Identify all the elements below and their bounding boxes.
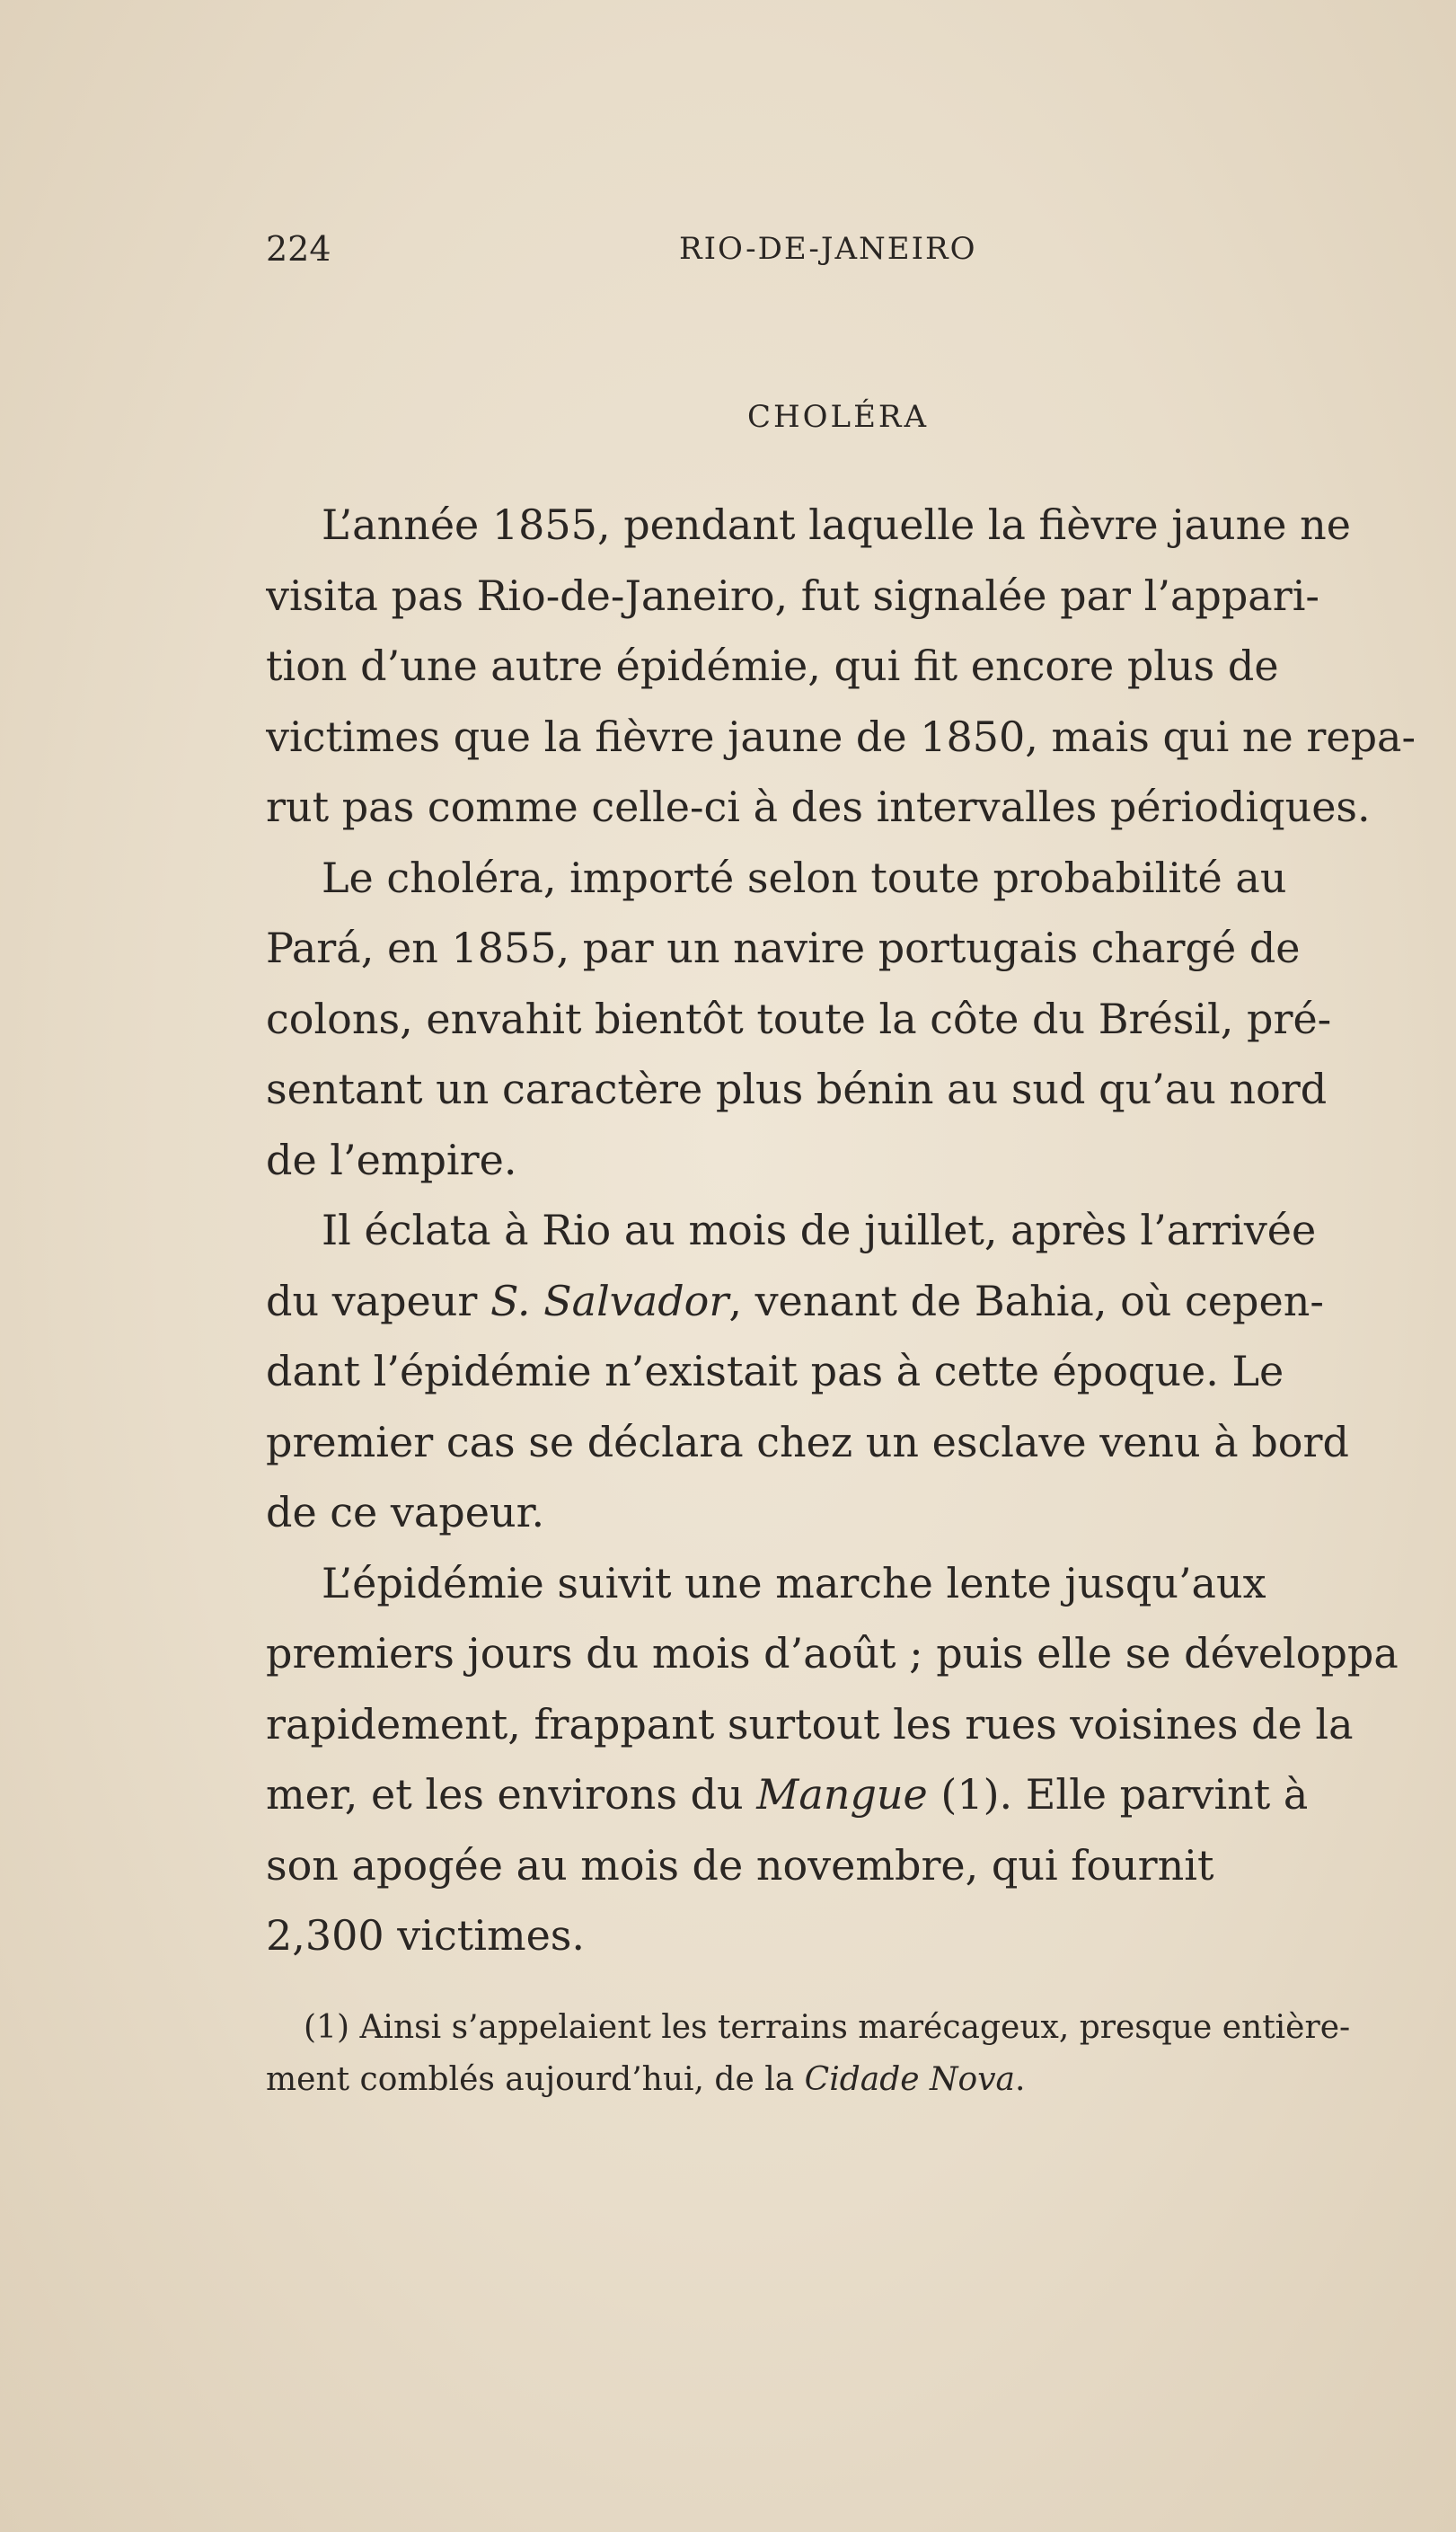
- text-run: du vapeur: [266, 1276, 491, 1325]
- text-line: Le choléra, importé selon toute probabilité au: [322, 853, 1287, 902]
- text-line: son apogée au mois de novembre, qui fournit: [266, 1840, 1214, 1890]
- text-line: premiers jours du mois d’août ; puis elle se développa: [266, 1629, 1399, 1678]
- text-line: L’année 1855, pendant laquelle la fièvre jaune ne: [322, 500, 1351, 549]
- text-line: tion d’une autre épidémie, qui fit encore plus de: [266, 642, 1279, 690]
- footnote-line: (1) Ainsi s’appelaient les terrains marécageux, presque entière-: [304, 2009, 1351, 2046]
- text-line: de l’empire.: [266, 1135, 517, 1184]
- text-run: .: [1015, 2061, 1026, 2098]
- text-run: ment comblés aujourd’hui, de la: [266, 2061, 805, 2098]
- text-line: Il éclata à Rio au mois de juillet, après l’arrivée: [322, 1206, 1317, 1254]
- page-number: 224: [266, 229, 331, 269]
- text-line: rut pas comme celle-ci à des intervalles périodiques.: [266, 783, 1371, 831]
- body-text: [266, 490, 1416, 1971]
- text-run: (1). Elle parvint à: [927, 1770, 1309, 1819]
- text-line: visita pas Rio-de-Janeiro, fut signalée par l’appari-: [266, 571, 1319, 620]
- text-run: , venant de Bahia, où cepen-: [728, 1276, 1324, 1325]
- text-line: victimes que la fièvre jaune de 1850, mais qui ne repa-: [266, 712, 1416, 761]
- footnote: [266, 2002, 1416, 2106]
- text-line: sentant un caractère plus bénin au sud qu’au nord: [266, 1065, 1328, 1113]
- text-line: rapidement, frappant surtout les rues voisines de la: [266, 1699, 1354, 1748]
- section-title: CHOLÉRA: [747, 399, 930, 435]
- text-run: mer, et les environs du: [266, 1770, 757, 1819]
- text-line: [266, 1759, 1416, 1830]
- text-line: colons, envahit bientôt toute la côte du Brésil, pré-: [266, 994, 1332, 1043]
- footnote-line: [266, 2054, 1416, 2106]
- place-name: Mangue: [756, 1770, 928, 1819]
- text-line: premier cas se déclara chez un esclave venu à bord: [266, 1417, 1349, 1466]
- running-head: RIO-DE-JANEIRO: [679, 231, 977, 267]
- text-line: 2,300 victimes.: [266, 1911, 586, 1960]
- text-line: dant l’épidémie n’existait pas à cette époque. Le: [266, 1347, 1284, 1395]
- ship-name: S. Salvador: [490, 1276, 729, 1325]
- text-line: L’épidémie suivit une marche lente jusqu’aux: [322, 1558, 1266, 1607]
- page-header: [266, 226, 1218, 271]
- text-line: [266, 1266, 1416, 1337]
- text-line: de ce vapeur.: [266, 1488, 545, 1536]
- text-line: Pará, en 1855, par un navire portugais chargé de: [266, 924, 1301, 972]
- district-name: Cidade Nova: [804, 2061, 1015, 2098]
